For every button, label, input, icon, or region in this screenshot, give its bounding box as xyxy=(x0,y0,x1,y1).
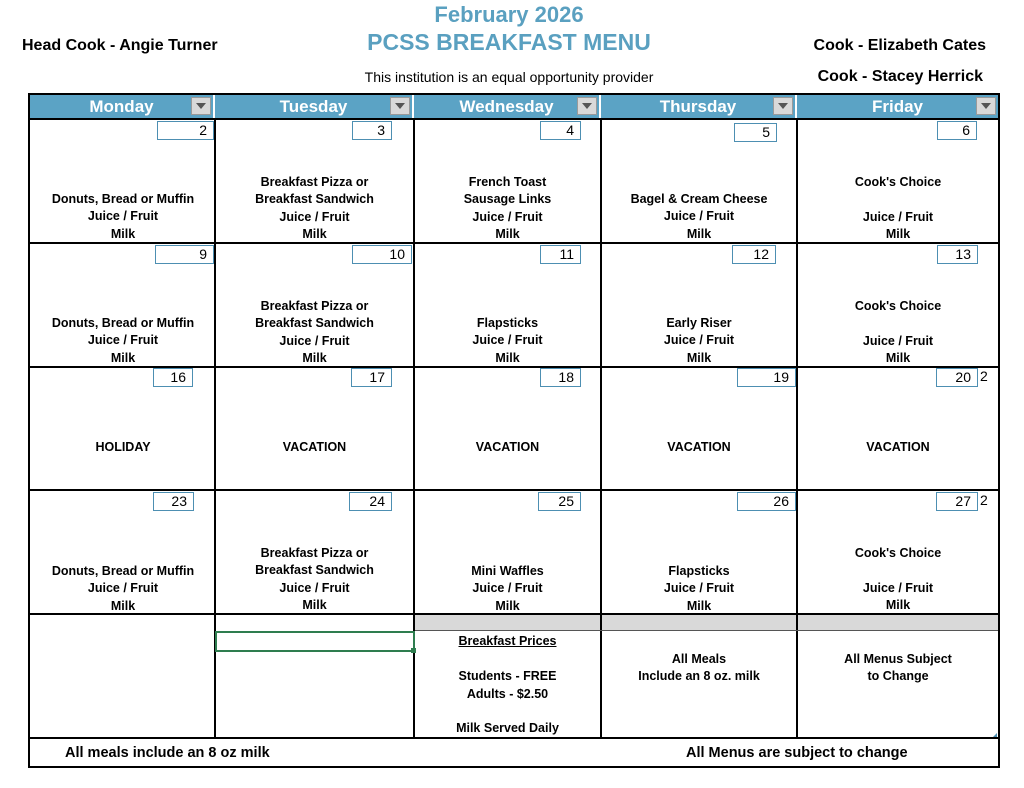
shaded-band xyxy=(798,615,998,631)
menu-item: Donuts, Bread or Muffin Juice / Fruit Milk xyxy=(51,316,195,365)
overflow-digit: 2 xyxy=(980,368,988,384)
header-friday-label: Friday xyxy=(871,97,924,116)
menu-item: Breakfast Pizza or Breakfast Sandwich Juice / Fruit Milk xyxy=(255,546,374,613)
day-number: 23 xyxy=(153,492,194,511)
filter-dropdown-icon[interactable] xyxy=(773,97,793,115)
overflow-digit: 2 xyxy=(980,492,988,508)
header-thursday xyxy=(601,95,797,119)
menu-item: Mini Waffles Juice / Fruit Milk xyxy=(471,564,544,613)
day-number: 12 xyxy=(732,245,776,264)
menu-item: VACATION xyxy=(667,440,731,454)
menu-item: Donuts, Bread or Muffin Juice / Fruit Milk xyxy=(51,192,195,241)
day-number: 17 xyxy=(351,368,392,387)
header-tuesday-label: Tuesday xyxy=(279,97,348,116)
menu-item: VACATION xyxy=(282,440,347,454)
day-number: 16 xyxy=(153,368,193,387)
shaded-band xyxy=(415,615,600,631)
day-number: 11 xyxy=(540,245,581,264)
grid-line xyxy=(30,489,998,491)
menu-item: Cook's Choice Juice / Fruit Milk xyxy=(854,299,942,366)
filter-dropdown-icon[interactable] xyxy=(191,97,211,115)
header-thursday-label: Thursday xyxy=(659,97,737,116)
menu-item: Bagel & Cream Cheese Juice / Fruit Milk xyxy=(630,192,768,241)
header-tuesday xyxy=(215,95,414,119)
menu-item: Breakfast Pizza or Breakfast Sandwich Juice / Fruit Milk xyxy=(255,175,374,242)
day-number: 2 xyxy=(157,121,214,140)
subject-to-change-note: All Menus Subject to Change xyxy=(844,652,952,684)
milk-daily: Milk Served Daily xyxy=(456,721,559,735)
month-title: February 2026 xyxy=(434,2,584,27)
menu-item: Early Riser Juice / Fruit Milk xyxy=(663,316,735,365)
head-cook-label: Head Cook - Angie Turner xyxy=(22,37,218,54)
day-number: 20 xyxy=(936,368,978,387)
resize-corner-icon xyxy=(993,733,997,737)
header-monday xyxy=(30,95,215,119)
grid-line xyxy=(30,118,998,120)
menu-item: Donuts, Bread or Muffin Juice / Fruit Milk xyxy=(51,564,195,613)
menu-item: Flapsticks Juice / Fruit Milk xyxy=(472,316,543,365)
students-price: Students - FREE xyxy=(458,669,557,683)
menu-item: Breakfast Pizza or Breakfast Sandwich Juice / Fruit Milk xyxy=(255,299,374,366)
day-number: 26 xyxy=(737,492,796,511)
shaded-band xyxy=(602,615,796,631)
menu-item: VACATION xyxy=(866,440,930,454)
cook-2-label: Cook - Stacey Herrick xyxy=(817,68,983,85)
menu-item: Cook's Choice Juice / Fruit Milk xyxy=(854,175,942,242)
filter-dropdown-icon[interactable] xyxy=(577,97,597,115)
prices-title: Breakfast Prices xyxy=(458,634,557,648)
grid-line xyxy=(415,630,998,631)
header-wednesday-label: Wednesday xyxy=(459,97,554,116)
header-friday xyxy=(797,95,998,119)
cook-1-label: Cook - Elizabeth Cates xyxy=(813,37,986,54)
day-number: 6 xyxy=(937,121,977,140)
menu-title: PCSS BREAKFAST MENU xyxy=(367,29,651,55)
day-number: 27 xyxy=(936,492,978,511)
footer-milk-note: All meals include an 8 oz milk xyxy=(65,745,270,761)
header-wednesday xyxy=(414,95,601,119)
day-number: 5 xyxy=(734,123,777,142)
menu-item: VACATION xyxy=(475,440,540,454)
adults-price: Adults - $2.50 xyxy=(466,687,549,701)
menu-item: Cook's Choice Juice / Fruit Milk xyxy=(854,546,942,613)
day-number: 18 xyxy=(540,368,581,387)
equal-opportunity-statement: This institution is an equal opportunity provider xyxy=(364,69,654,85)
day-number: 24 xyxy=(349,492,392,511)
filter-dropdown-icon[interactable] xyxy=(976,97,996,115)
menu-item: Flapsticks Juice / Fruit Milk xyxy=(663,564,735,613)
filter-dropdown-icon[interactable] xyxy=(390,97,410,115)
day-number: 19 xyxy=(737,368,796,387)
menu-item: French Toast Sausage Links Juice / Fruit Milk xyxy=(463,175,552,242)
day-number: 3 xyxy=(352,121,392,140)
day-number: 4 xyxy=(540,121,581,140)
day-number: 25 xyxy=(538,492,581,511)
selected-cell[interactable] xyxy=(215,631,415,652)
day-number: 9 xyxy=(155,245,214,264)
day-number: 10 xyxy=(352,245,412,264)
menu-item: HOLIDAY xyxy=(95,440,151,454)
day-number: 13 xyxy=(937,245,978,264)
all-meals-note: All Meals Include an 8 oz. milk xyxy=(638,652,760,684)
header-monday-label: Monday xyxy=(89,97,154,116)
footer-change-note: All Menus are subject to change xyxy=(686,745,908,761)
